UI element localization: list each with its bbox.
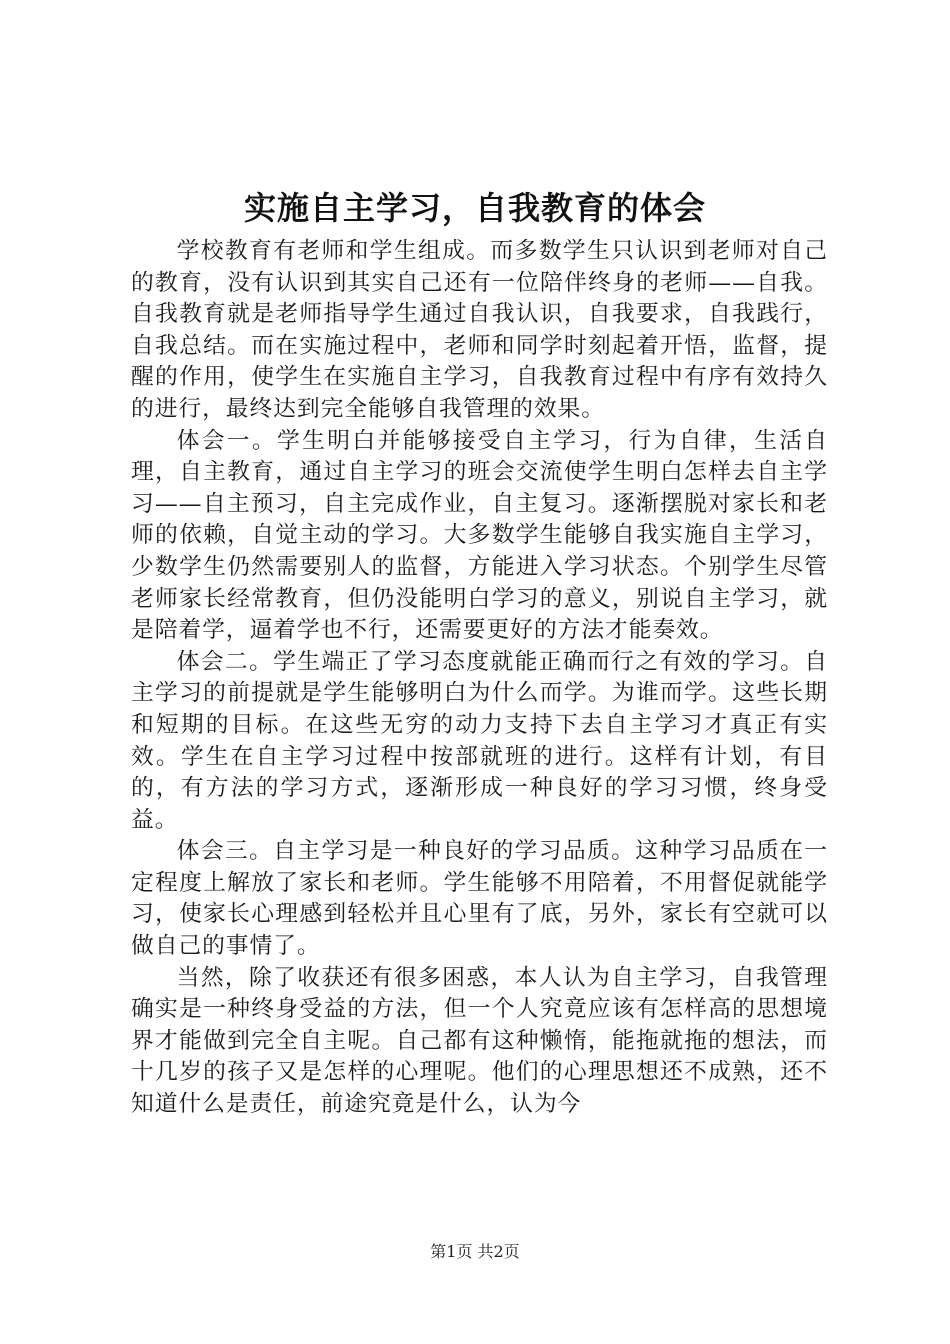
document-title: 实施自主学习，自我教育的体会: [243, 189, 706, 227]
paragraph-insight-two: 体会二。学生端正了学习态度就能正确而行之有效的学习。自主学习的前提就是学生能够明白为什么而学。为谁而学。这些长期和短期的目标。在这些无穷的动力支持下去自主学习才真正有实效。学生在自主学习过程中按部就班的进行。这样有计划，有目的，有方法的学习方式，逐渐形成一种良好的学习习惯，终身受益。: [131, 648, 828, 833]
paragraph-insight-one: 体会一。学生明白并能够接受自主学习，行为自律，生活自理，自主教育，通过自主学习的班会交流使学生明白怎样去自主学习——自主预习，自主完成作业，自主复习。逐渐摆脱对家长和老师的依赖，自觉主动的学习。大多数学生能够自我实施自主学习，少数学生仍然需要别人的监督，方能进入学习状态。个别学生尽管老师家长经常教育，但仍没能明白学习的意义，别说自主学习，就是陪着学，逼着学也不行，还需要更好的方法才能奏效。: [131, 427, 828, 644]
paragraph-insight-three: 体会三。自主学习是一种良好的学习品质。这种学习品质在一定程度上解放了家长和老师。学生能够不用陪着，不用督促就能学习，使家长心理感到轻松并且心里有了底，另外，家长有空就可以做自己的事情了。: [131, 838, 828, 960]
page-number-footer: 第1页 共2页: [430, 1242, 520, 1261]
paragraph-intro: 学校教育有老师和学生组成。而多数学生只认识到老师对自己的教育，没有认识到其实自己还有一位陪伴终身的老师——自我。自我教育就是老师指导学生通过自我认识，自我要求，自我践行，自我总结。而在实施过程中，老师和同学时刻起着开悟，监督，提醒的作用，使学生在实施自主学习，自我教育过程中有序有效持久的进行，最终达到完全能够自我管理的效果。: [131, 238, 828, 422]
paragraph-reflection: 当然，除了收获还有很多困惑，本人认为自主学习，自我管理确实是一种终身受益的方法，但一个人究竟应该有怎样高的思想境界才能做到完全自主呢。自己都有这种懒惰，能拖就拖的想法，而十几岁的孩子又是怎样的心理呢。他们的心理思想还不成熟，还不知道什么是责任，前途究竟是什么，认为今: [131, 964, 828, 1118]
document-body: [131, 236, 828, 1121]
